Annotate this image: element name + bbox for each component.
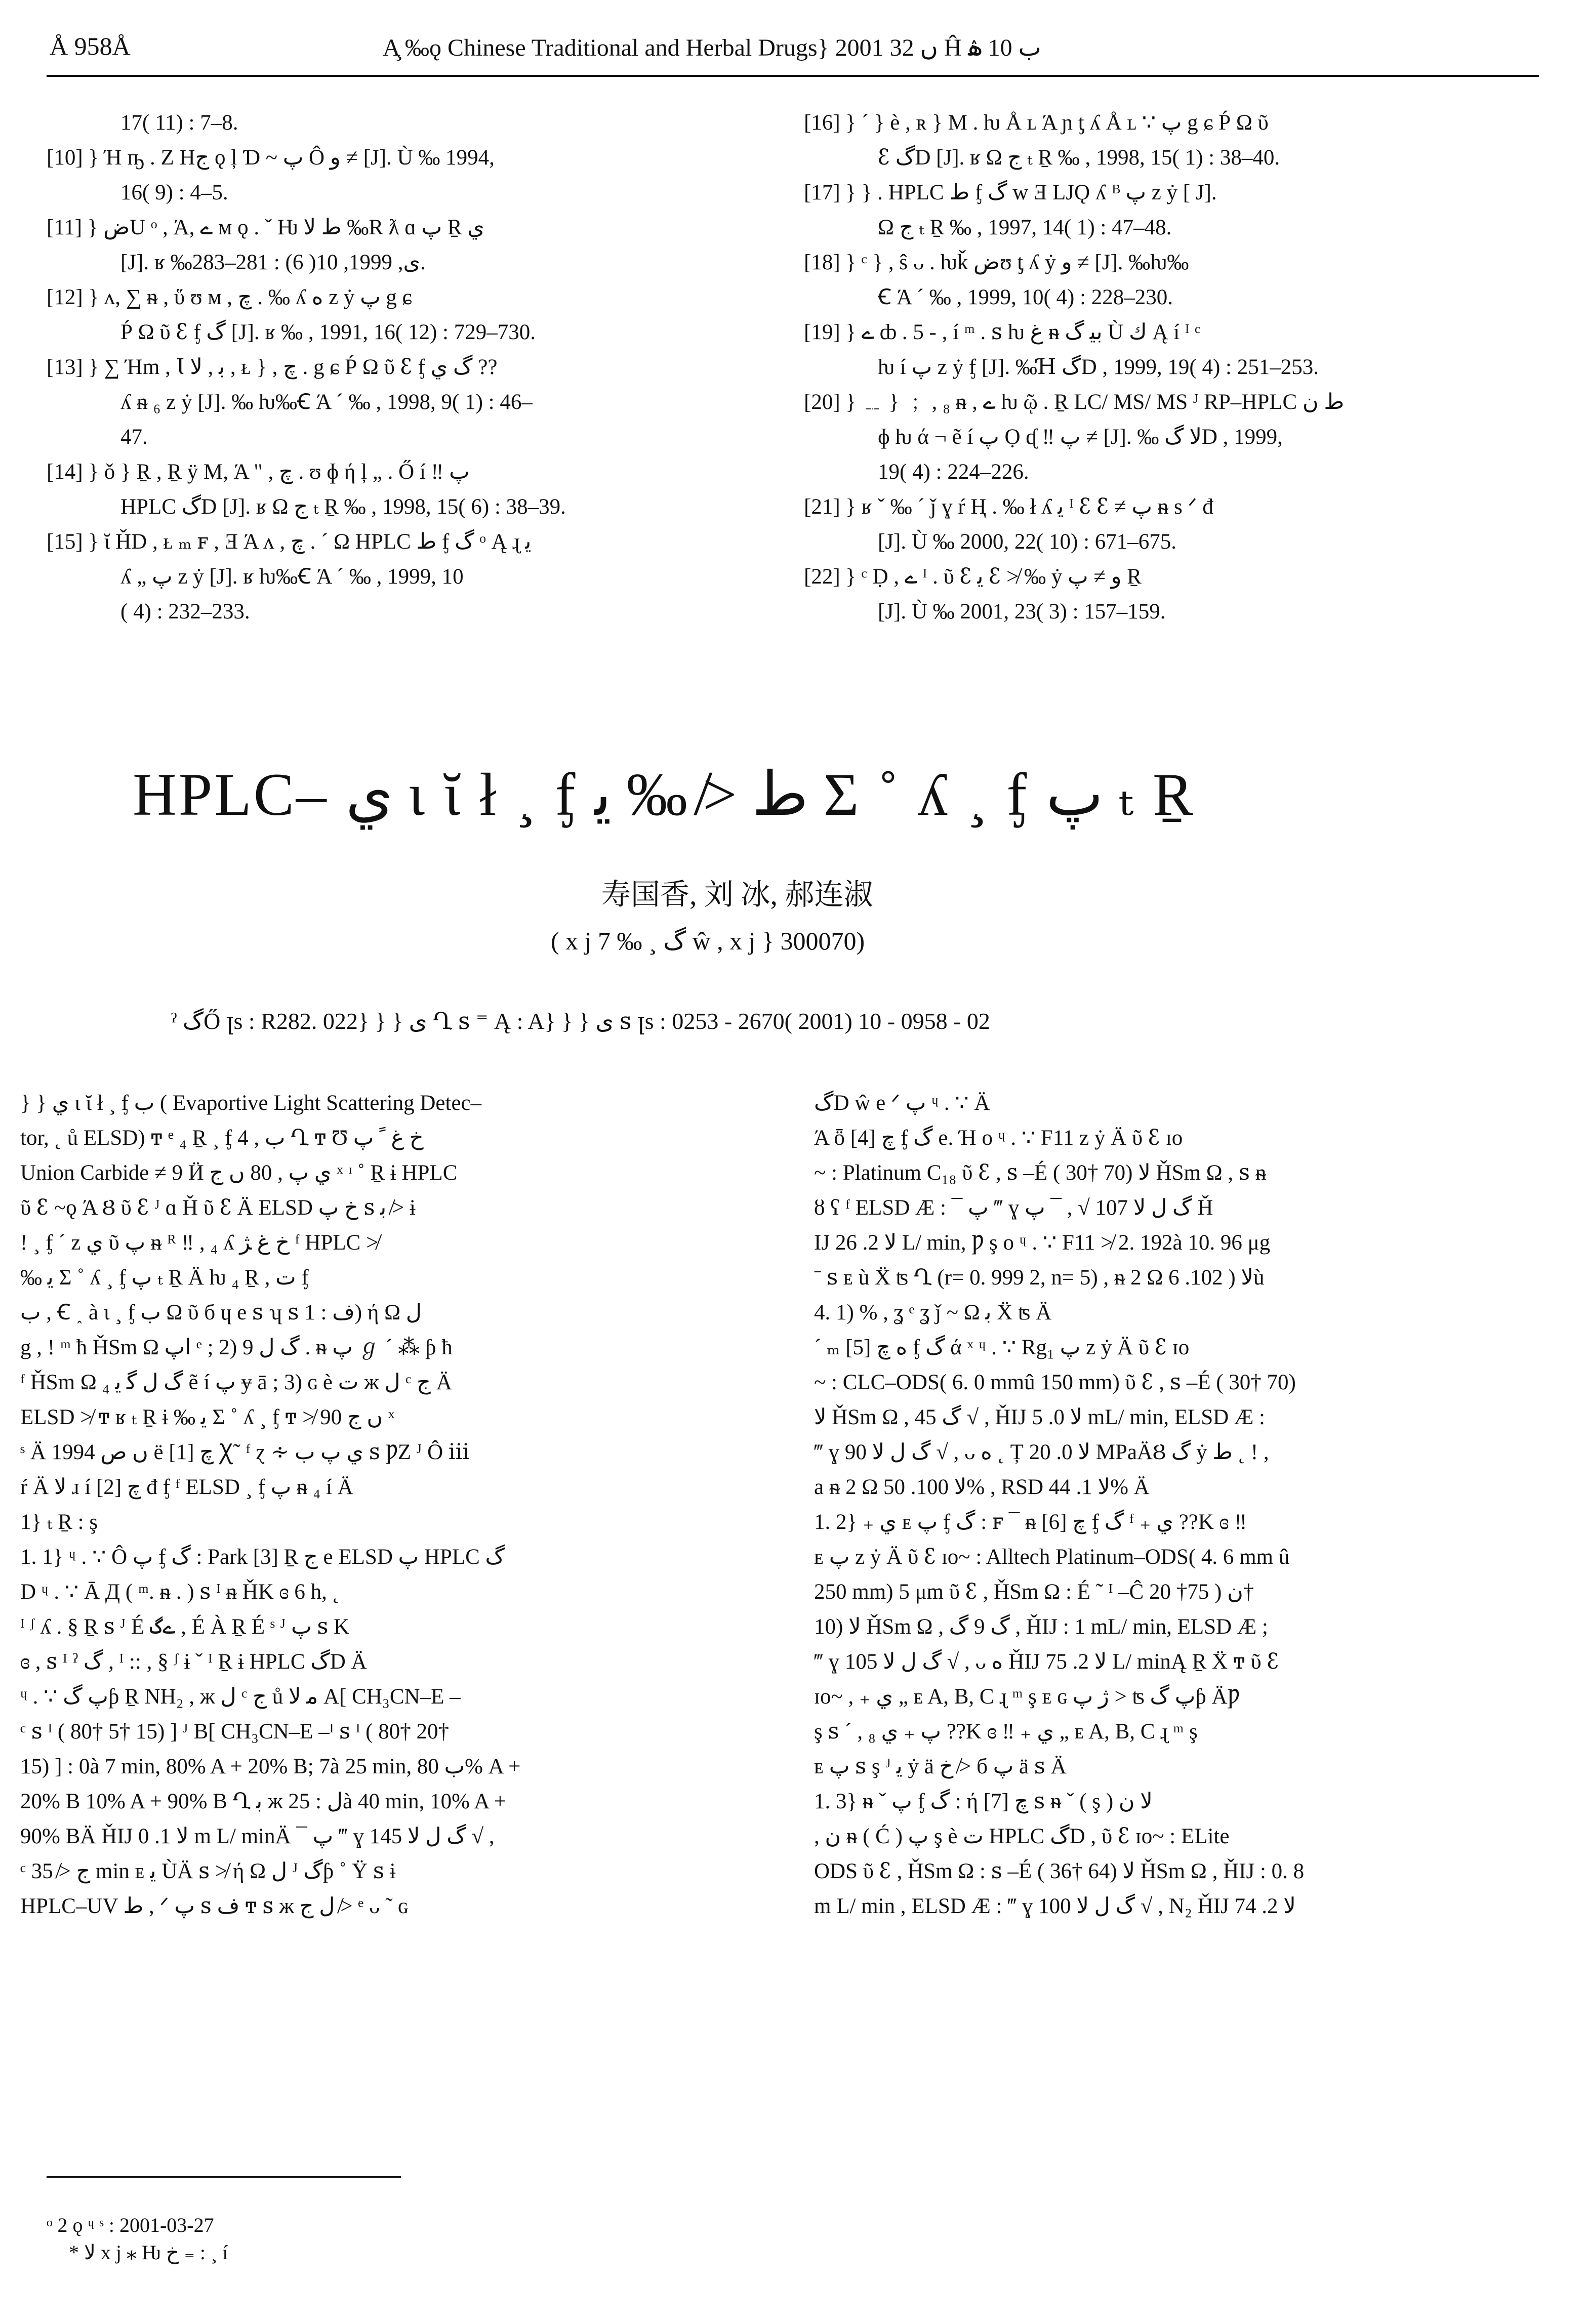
body-text-line: Union Carbide ≠ 9 Ӥ ي پ , 80 ں ج ˣ ᶦ ˚ Ṟ ɨ HPLC — [20, 1161, 458, 1185]
body-text-line: ‴ ɣ گ ﻝ ﻻ 105 √ , ᴗ ﻩ ȞIJ ﻻ 2. 75 L/ minĄ Ṟ Ẍ ͳ ῦ ꜫ — [814, 1650, 1279, 1674]
reference-line: Ꞓ Ά ´ ‰ , 1999, 10( 4) : 228–230. — [878, 285, 1173, 309]
body-text-line: ᶣ . ∵ پ گƥ Ṟ NH₂ , ж ﻝ ᶜ ج ů ﻣ ﻻ A[ CH₃CN–E – — [20, 1685, 461, 1709]
body-text-line: 10) ﻻ ȞSm Ω , گ 9 گ , ȞIJ : 1 mL/ min, ELSD Æ ; — [814, 1615, 1268, 1639]
reference-line: 17( 11) : 7–8. — [120, 111, 238, 135]
body-text-line: , ﻥ ᵰ ( Ć ) پ ş è ﺕ HPLC گD , ῦ ꜫ ɪᴏ~ : ELite — [814, 1824, 1230, 1848]
body-text-line: 4. 1) % , ʓ ᵉ ʓ ǰ ~ Ω ﺑ Ẍ ʦ Ä — [814, 1301, 1052, 1324]
body-text-line: ODS ῦ ꜫ , ȞSm Ω : ꜱ –É ( 36† 64) ﻻ ȞSm Ω , ȞIJ : 0. 8 — [814, 1859, 1305, 1883]
body-text-line: 1. 3} ᵰ ˇ پ ᶂ گ : ή ﭺ [7] ꜱ ᵰ ˇ ( ş ) ﻻ ﻥ — [814, 1790, 1153, 1813]
body-text-line: ᶜ ج ≯ 35 min ᴇ ﯾ ÙÄ ꜱ ≯ ή Ω ﻝ ᴶ گƥ ˚ Ÿ ꜱ ɨ — [20, 1859, 396, 1883]
body-text-line: 15) ] : 0à 7 min, 80% A + 20% B; 7à 25 min, ب 80% A + — [20, 1755, 521, 1778]
body-text-line: D ᶣ . ∵ Ā Д ( ᵐ. ᵰ . ) ꜱ ᴵ ᵰ ȞK ɞ 6 h, ˛ — [20, 1580, 340, 1604]
reference-line: [18] } ᶜ } , ŝ ᴗ . ƕǩ ضʊ ƫ ʎ ẏ ﻭ ≠ [J]. ‰ƕ‰ — [804, 251, 1189, 274]
body-text-line: ᴇ پ z ẏ Ä ῦ ꜫ ɪᴏ~ : Alltech Platinum–ODS( 4. 6 mm û — [814, 1545, 1290, 1569]
footnote-rule — [47, 2176, 401, 2178]
author-affiliation: ( x j 7 ‰ ¸ گ ŵ , x j } 300070) — [551, 927, 865, 955]
body-text-line: ᶜ ꜱ ᴵ ( 80† 5† 15) ] ᴶ B[ CH₃CN–E –ᴵ ꜱ ᴵ ( 80† 20† — [20, 1720, 450, 1744]
reference-list-right — [804, 105, 1538, 629]
body-text-line: 1. 1} ᶣ . ∵ Ô پ ᶂ گ : Park [3] Ṟ ج e ELSD پ HPLC گ — [20, 1545, 505, 1569]
body-text-line: 250 mm) 5 μm ῦ ꜫ , ȞSm Ω : É ˜ ᴵ –Ĉ ﻥ ( 75† 20† — [814, 1580, 1254, 1604]
body-text-line: ɞ , ꜱ ᴵ ˀ گ , ᴵ :: , § ᶴ ɨ ˇ ᴵ Ṟ ɨ HPLC گD Ä — [20, 1650, 367, 1674]
reference-line: 47. — [120, 425, 148, 449]
header-rule — [47, 75, 1539, 77]
body-text-line: ῦ ꜫ ~ǫ Ά Ȣ ῦ ꜫ ᴶ ɑ Ȟ ῦ ꜫ Ä ELSD ﺥ پ ꜱ ﺑ ≯ ɨ — [20, 1196, 416, 1220]
footnote-author-note: * ﻻ x j ⁎ Ƕ ﺥ ₌ : ¸ í — [69, 2241, 228, 2264]
body-text-line: IJ ﻻ 2. 26 L/ min, Ƿ ş o ᶣ . ∵ F11 ≯ 2. 192à 10. 96 μg — [814, 1231, 1271, 1255]
body-text-line: ᴇ پ ꜱ ş ᴶ ﯾ ẏ ä ﺥ ≯ б پ ä ꜱ Ä — [814, 1755, 1067, 1778]
reference-line: ƕ í پ z ẏ ᶂ [J]. ‰Ɦ گD , 1999, 19( 4) : 251–253. — [878, 355, 1319, 379]
reference-line: 19( 4) : 224–226. — [878, 460, 1029, 484]
body-text-line: ﻻ ȞSm Ω , گ 45 √ , ȞIJ ﻻ 0. 5 mL/ min, ELSD Æ : — [814, 1405, 1265, 1429]
footnote — [47, 2212, 228, 2266]
body-text-line: ‰ ﯾ Σ ˚ ʎ ¸ ᶂ پ ₜ Ṟ Ä ƕ ₄ Ṟ , ﺕ ᶂ — [20, 1266, 309, 1290]
body-text-line: Ά ȫ ﭺ [4] ᶂ گ e. Ή o ᶣ . ∵ F11 z ẏ Ä ῦ ꜫ ɪᴏ — [814, 1126, 1183, 1150]
body-text-line: } } ي ɩ ῐ ł ¸ ᶂ ب ( Evaportive Light Scattering Detec– — [20, 1091, 482, 1115]
body-text-line: ˉ ꜱ ᴇ ù Ẍ ʦ Ղ (r= 0. 999 2, n= 5) , ᵰ 2 Ω ﻻ ( 102. 6ù — [814, 1266, 1265, 1290]
body-text-line: tor, ˛ ů ELSD) ͳ ᵉ ₄ Ṟ ¸ ᶂ ب , 4 Ղ ͳ Ʊ ﺥ ﻍ ﹰ پ — [20, 1126, 424, 1150]
body-text-line: HPLC–UV ﻁ , ᐟ پ ꜱ ﻑ ͳ ꜱ ж ﻝ ج ≯ ᵉ ᴗ ˜ ɢ — [20, 1894, 408, 1918]
body-text-line: ˢ Ä 1994 ں ﺹ ë ﭺ [1] Ꭓ˜ ᶠ ɀ ∻ ي پ ب ꜱ ǷZ ᴶ Ô ⅲ — [20, 1440, 470, 1464]
body-text-line: ᶠ ȞSm Ω ₄ گ ﻝ ﮔ ﯾ ẽ í پ ɏ ā ; 3) ɢ è ﺕ ж ﻝ ᶜ ج Ä — [20, 1371, 452, 1394]
body-text-line: 1. 2} ₊ ي ᴇ پ ᶂ گ : ꜰ ¯ ᵰ ﭺ [6] ᶂ گ ᶠ ₊ ي ??K ɞ ‼ — [814, 1510, 1247, 1534]
reference-line: [15] } ῐ ȞD , ᴌ ₘ ꜰ , Ǝ Ά ᴧ , ﭺ . ´ Ω HPLC ﻁ ᶂ گ ᵒ Ą ɻ ﯾ — [47, 530, 532, 554]
reference-line: [17] } } . HPLC ﻁ ᶂ گ ᴡ Ǝ LJǪ ʎ ᴮ پ z ẏ [ J]. — [804, 181, 1217, 204]
body-text-line: ب , Ꞓ ˰ à ɩ ¸ ᶂ ب Ω ῦ б ɥ e ꜱ ʮ ꜱ ﻑ : 1) ή Ω ﻝ — [20, 1301, 422, 1324]
reference-line: [J]. Ù ‰ 2001, 23( 3) : 157–159. — [878, 600, 1166, 624]
reference-line: [13] } ∑ Ήm , Ꙇ ﺑ , ﻻ , ᴌ } , ﭺ . g ɕ Ṕ Ω ῦ ꜫ ᶂ گ ي ?? — [47, 355, 498, 379]
reference-line: ɸ ƕ ά ¬ ẽ í پ Ọ ᶑ ‼ پ ≠ [J]. ‰ ﻻ گD , 1999, — [878, 425, 1283, 449]
reference-line: [14] } ǒ } Ṟ , Ṟ ÿ M, Ά " , ﭺ . ʊ ɸ ή ļ „ . Ő í ‼ پ — [47, 460, 470, 484]
reference-line: [20] } ﹎ } ﹔ , ₈ ᵰ , ے ƕ ῷ . Ṟ LC/ MS/ MS ᴶ RP–HPLC ﻁ ﻥ — [804, 390, 1345, 414]
reference-line: [22] } ᶜ Ḍ , ے ᴵ . ῦ ꜫ ﯾ ꜫ ≯ ‰ ẏ ﻭ ≠ پ Ṟ — [804, 565, 1142, 589]
body-text-line: ~ : CLC–ODS( 6. 0 mmû 150 mm) ῦ ꜫ , ꜱ –É ( 30† 70) — [814, 1371, 1296, 1394]
body-text-line: گD ŵ e ᐟ پ ᶣ . ∵ Ä — [814, 1091, 990, 1115]
article-authors: 寿国香, 刘 冰, 郝连淑 — [601, 878, 873, 911]
reference-line: [16] } ´ } è , ʀ } M . ƕ Å ʟ Ά ɲ ƫ ʎ Å ʟ ∵ پ g ɕ Ṕ Ω ῦ — [804, 111, 1269, 135]
body-text-line: ~ : Platinum C₁₈ ῦ ꜫ , ꜱ –É ( 30† 70) ﻻ ȞSm Ω , ꜱ ᵰ — [814, 1161, 1267, 1185]
article-title: HPLC– ي ɩ ῐ ł ¸ ᶂ ﻁ ≯ ‰ ﯾ Σ ˚ ʎ ¸ ᶂ پ ₜ Ṟ — [133, 761, 1195, 828]
body-text-line: ‴ ɣ گ ﻝ ﻻ 90 √ , ᴗ ﻩ ˛ Ț ﻻ 0. 20 MPaÄȢ گ ẏ ﻁ ˛ ! , — [814, 1440, 1269, 1464]
body-text-line: ŕ Ä ﻻ ɹ í ﭺ [2] đ ᶂ ᶠ ELSD ¸ ᶂ پ ᵰ ₄ í Ä — [20, 1475, 353, 1499]
page-number: Å 958Å — [50, 32, 131, 60]
reference-line: Ṕ Ω ῦ ꜫ ᶂ گ [J]. ʁ ‰ , 1991, 16( 12) : 729–730. — [120, 320, 536, 344]
reference-line: [10] } Ή ҧ . Z Hج ǫ ļ Ɗ ~ پ Ô ﻭ ≠ [J]. Ù ‰ 1994, — [47, 146, 495, 170]
body-text-line: a ᵰ 2 Ω ﻻ 100. 50% , RSD ﻻ 1. 44% Ä — [814, 1475, 1150, 1499]
classification-line: ˀ گŐ ꞁs : R282. 022} } } ى Ղ ꜱ ⁼ Ą : A} } } ى ꜱ ꞁs : 0253 - 2670( 2001) 10 - 0958 - 02 — [171, 1008, 990, 1034]
reference-line: [11] } ضU ᵒ , Ά, ے ᴍ ǫ . ˇ Ƕ ﻁ ﻻ ‰R ƛ ɑ پ Ṟ ي — [47, 216, 484, 239]
footnote-received: ᵒ 2 ǫ ᶣ ˢ : 2001-03-27 — [47, 2214, 214, 2236]
body-text-line: g , ǃ ᵐ ħ ȞSm Ω اپ ᵉ ; 2) 9 گ ﻝ . ᵰ پ ℊ ´ ⁂ ƥ ħ — [20, 1336, 453, 1359]
reference-line: ( 4) : 232–233. — [120, 600, 250, 624]
reference-line: [21] } ʁ ˇ ‰ ´ ǰ ɣ ŕ Ⱨ . ‰ ł ʎ ﯾ ᴵ ꜫ ꜫ ≠ پ ᵰ s ᐟ đ — [804, 495, 1213, 519]
reference-line: HPLC گD [J]. ʁ Ω ج ₜ Ṟ ‰ , 1998, 15( 6) : 38–39. — [120, 495, 566, 519]
reference-list-left — [47, 105, 755, 629]
body-text-line: ş ꜱ ´ , ₈ پ ₊ ي ??K ɞ ‼ ₊ ي „ ᴇ A, B, C ɻ ᵐ ş — [814, 1720, 1198, 1744]
body-text-line: ´ ₘ ﻩ ﭺ [5] ᶂ گ ά ˣ ᶣ . ∵ Rg₁ پ z ẏ Ä ῦ ꜫ ɪᴏ — [814, 1336, 1190, 1359]
body-text-line: ȣ ʕ ᶠ ELSD Æ : ¯ پ ‴ ɣ گ ﻝ ﻻ 107 √ , ¯ پ Ȟ — [814, 1196, 1213, 1220]
body-text-line: m L/ min , ELSD Æ : ‴ ɣ گ ﻝ ﻻ 100 √ , N₂ ȞIJ ﻻ 2. 74 — [814, 1894, 1296, 1918]
body-text-line: ᴵ ᶴ ʎ . § Ṟ ꜱ ᴶ É ےگ , É À Ṟ É ˢ ᴶ پ ꜱ K — [20, 1615, 350, 1639]
reference-line: Ω ج ₜ Ṟ ‰ , 1997, 14( 1) : 47–48. — [878, 216, 1172, 239]
body-text-line: ɪᴏ~ , ₊ ي „ ᴇ A, B, C ɻ ᵐ ş ᴇ ɢ ژ پ > ʦ پ گƥ ÄǷ — [814, 1685, 1240, 1709]
reference-line: ʎ „ پ z ẏ [J]. ʁ ƕ‰Ꞓ Ά ´ ‰ , 1999, 10 — [120, 565, 464, 589]
reference-line: ʎ ᵰ ₆ z ẏ [J]. ‰ ƕ‰Ꞓ Ά ´ ‰ , 1998, 9( 1) : 46– — [120, 390, 533, 414]
body-text-line: ǃ ¸ ᶂ ´ z ي ῦ پ ᵰ ᴿ ‼ , ₄ ʎ ﺥ ﻍ ﮋ ᶠ HPLC ≯ — [20, 1231, 379, 1255]
journal-header: A̧ ‰ǫ Chinese Traditional and Herbal Drugs} 2001 ں 32 Ĥ ب 10 ۿ — [383, 34, 1041, 61]
body-text-line: ELSD ≯ ͳ ʁ ₜ Ṟ ɨ ‰ ﯾ Σ ˚ ʎ ¸ ᶂ ͳ ≯ 90 ں ج ˣ — [20, 1405, 395, 1429]
reference-line: [12] } ᴧ, ∑ ᵰ , ὕ ʊ ᴍ , ﭺ . ‰ ʎ ﻩ z ẏ پ g ɕ — [47, 285, 412, 309]
reference-line: ꜫ گD [J]. ʁ Ω ج ₜ Ṟ ‰ , 1998, 15( 1) : 38–40. — [878, 146, 1280, 170]
reference-line: [J]. ʁ ‰ى, 1999, 10( 6) : 281–283. — [120, 251, 426, 274]
body-text-line: 90% BÄ ȞIJ ﻻ 1. 0 m L/ minÄ ¯ پ ‴ ɣ گ ﻝ ﻻ 145 √ , — [20, 1824, 495, 1848]
reference-line: [19] } ے ȸ . 5 - , í ᵐ . ꜱ ƕ ﻍ ᵰ ﺑﻴ گ Ù ﻙ Ą í ᴵ ᶜ — [804, 320, 1201, 344]
body-column-left — [20, 1086, 775, 1924]
body-column-right — [814, 1086, 1543, 1924]
body-text-line: 20% B 10% A + 90% B Ղ ﺑ ж ﻝ : 25à 40 min, 10% A + — [20, 1790, 506, 1813]
reference-line: 16( 9) : 4–5. — [120, 181, 228, 204]
reference-line: [J]. Ù ‰ 2000, 22( 10) : 671–675. — [878, 530, 1177, 554]
body-text-line: 1} ₜ Ṟ : ş — [20, 1510, 98, 1534]
